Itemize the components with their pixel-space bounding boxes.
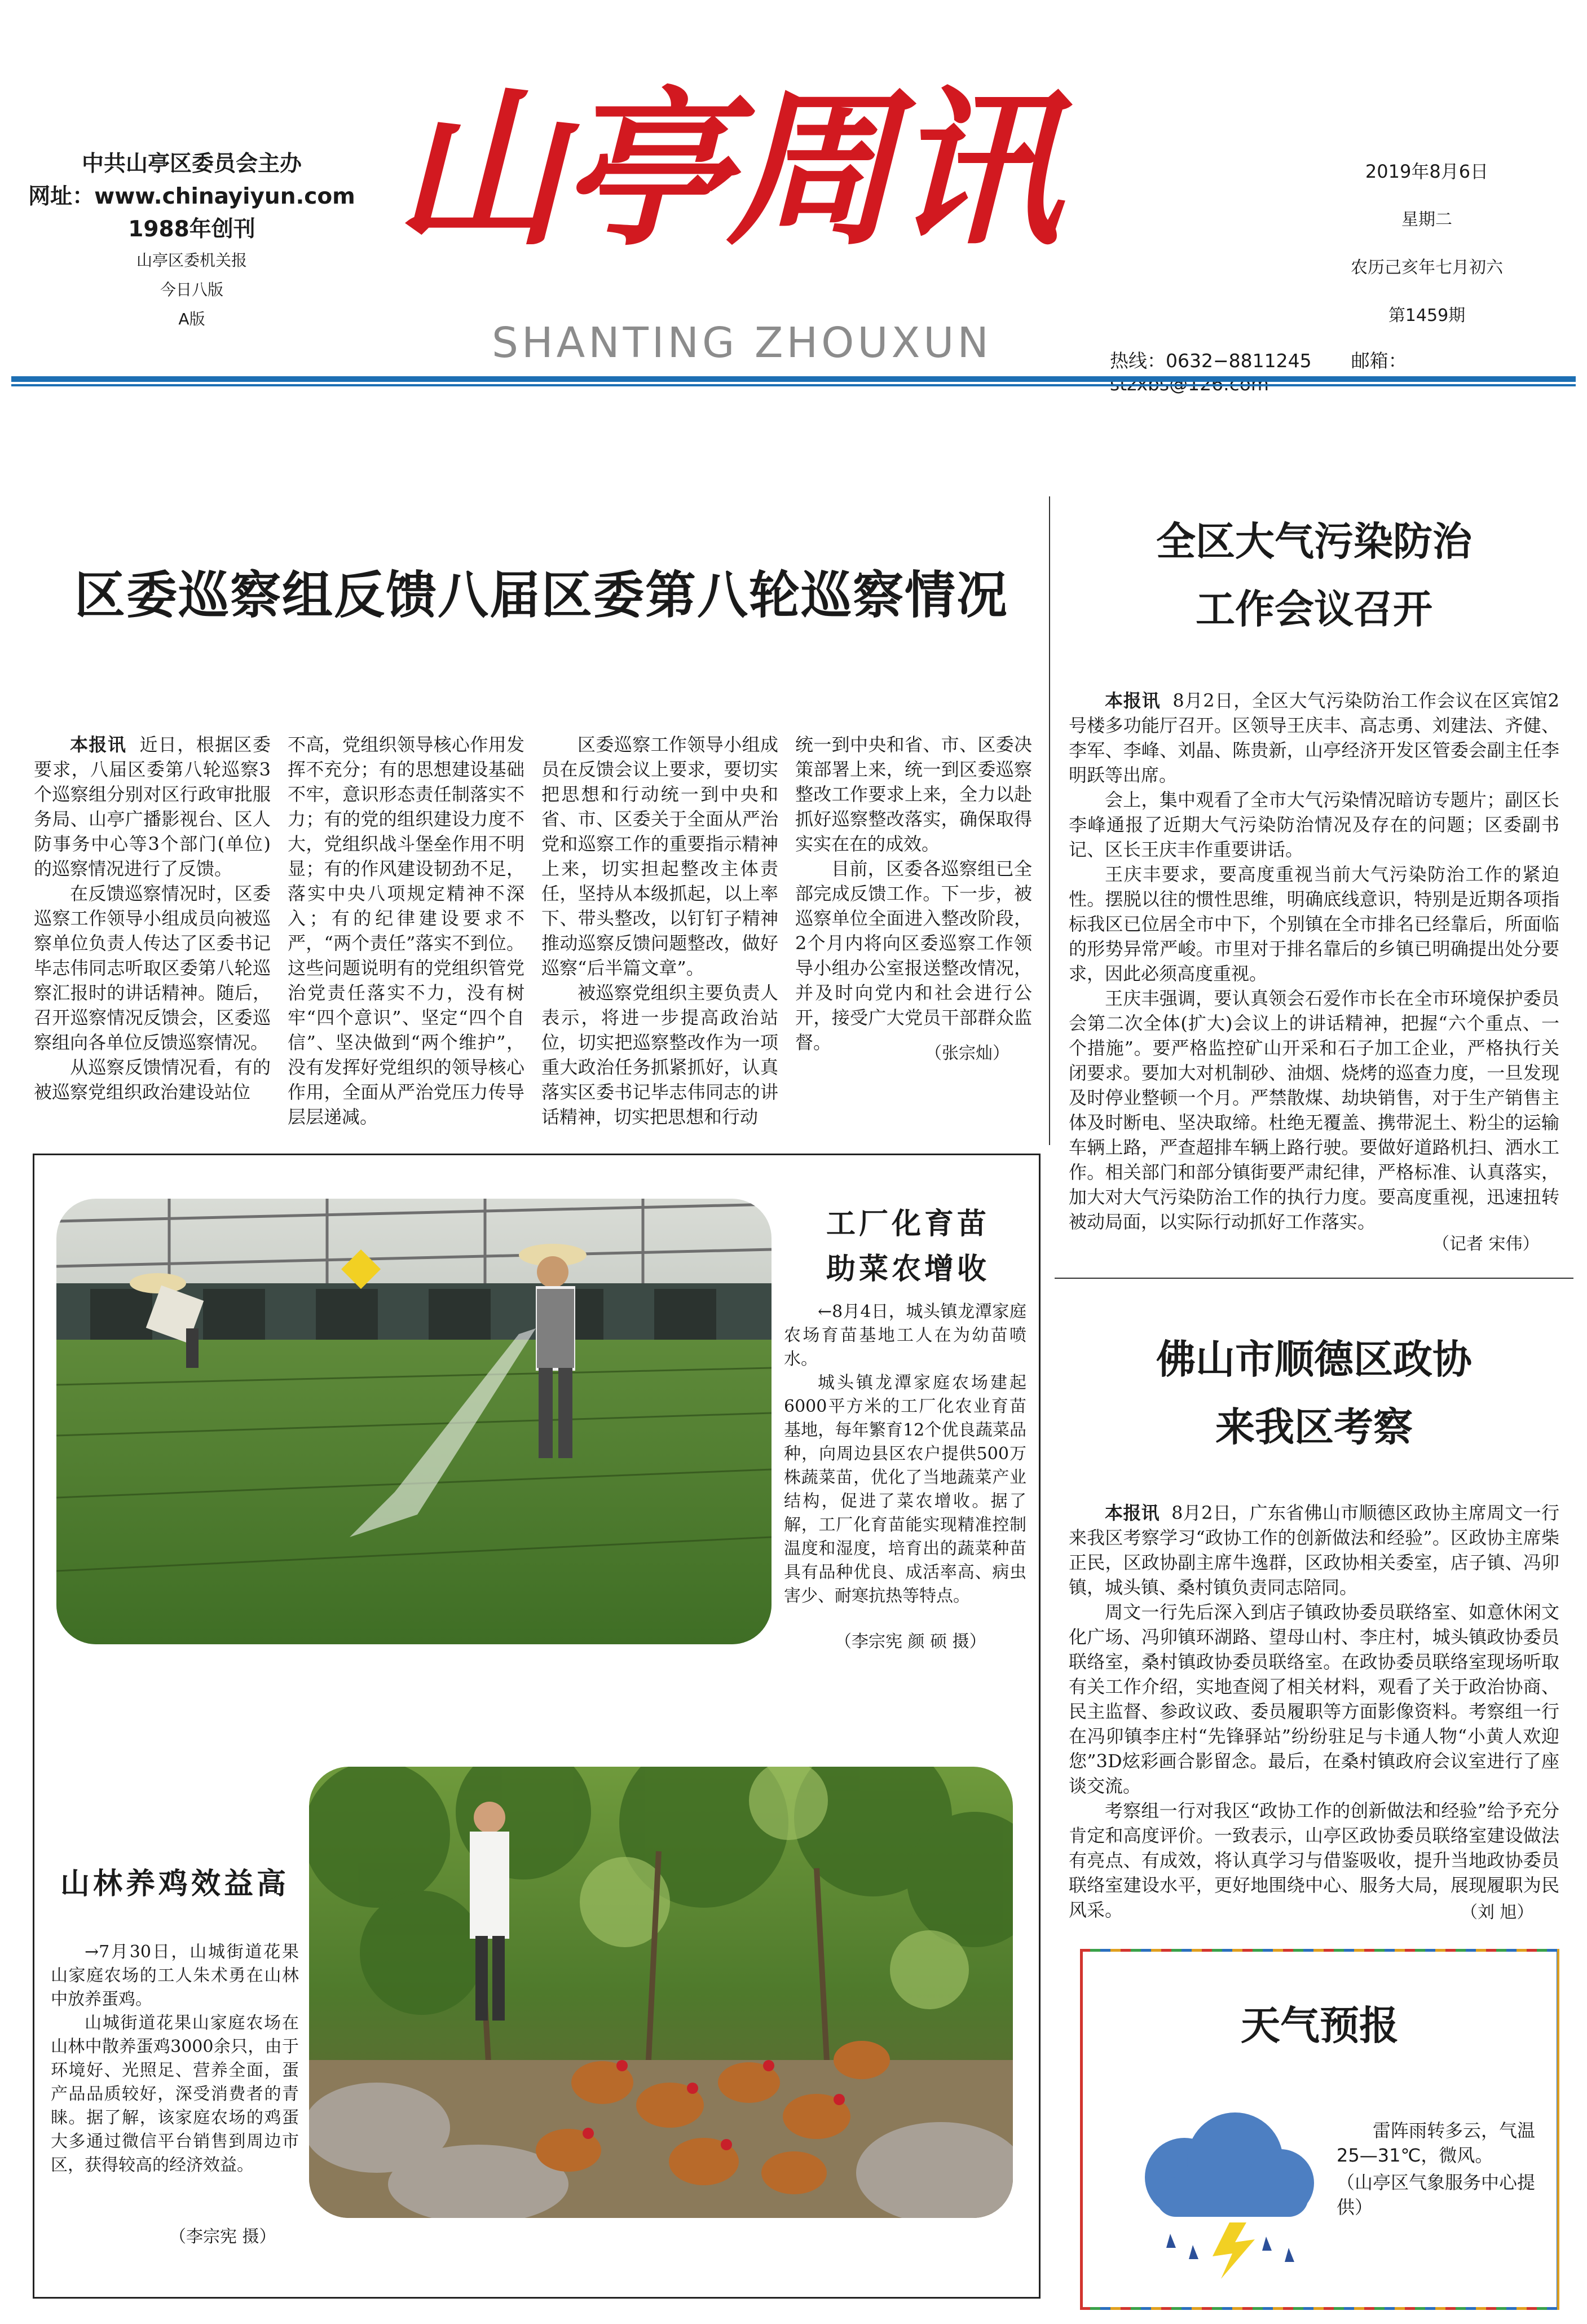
air-headline-1: 全区大气污染防治 [1156,518,1472,565]
foshan-byline: （刘 旭） [1461,1903,1534,1922]
forest-chicken-photo [309,1767,1013,2218]
thunderstorm-icon [1122,2110,1337,2279]
issue-lunar-date: 农历己亥年七月初六 [1351,258,1503,278]
greenhouse-illustration [56,1199,772,1644]
air-byline: （记者 宋伟） [1432,1234,1540,1254]
photo2-title-line: 山林养鸡效益高 [60,1867,289,1901]
foshan-paragraph: 8月2日，广东省佛山市顺德区政协主席周文一行来我区考察学习“政协工作的创新做法和经验”。区政协主席柴正民，区政协副主席牛逸群，区政协相关委室，店子镇、冯卯镇，城头镇、桑村镇负责同志陪同。 [1069,1502,1559,1598]
air-paragraph: 8月2日，全区大气污染防治工作会议在区宾馆2号楼多功能厅召开。区领导王庆丰、高志勇、刘建法、齐健、李军、李峰、刘晶、陈贵新，山亭经济开发区管委会副主任李明跃等出席。 [1069,690,1559,786]
photo1-title-line-1: 工厂化育苗 [826,1207,990,1241]
foshan-paragraph: 考察组一行对我区“政协工作的创新做法和经验”给予充分肯定和高度评价。一致表示，山亭区政协委员联络室建设做法有亮点、有成效，将认真学习与借鉴吸收，提升当地政协委员联络室建设水平，更好地围绕中心、服务大局，展现履职为民风采。 [1069,1800,1559,1921]
lead-headline: 区委巡察组反馈八届区委第八轮巡察情况 [74,565,1008,625]
website-text[interactable]: 网址：www.chinayiyun.com [28,184,355,209]
photo2-credit: （李宗宪 摄） [169,2227,276,2247]
air-paragraph: 王庆丰强调，要认真领会石爱作市长在全市环境保护委员会第二次全体(扩大)会议上的讲话精神，把握“六个重点、一个措施”。要严格监控矿山开采和石子加工企业，严格执行关闭要求。要加大对机制砂、油烟、烧烤的巡查力度，一旦发现及时停业整顿一个月。严禁散煤、劫块销售，对于生产销售主体及时断电、坚决取缔。杜绝无覆盖、携带泥土、粉尘的运输车辆上路，严查超排车辆上路行驶。要做好道路机扫、洒水工作。相关部门和部分镇街要严肃纪律，严格标准、认真落实，加大对大气污染防治工作的执行力度。要高度重视，迅速扭转被动局面，以实际行动抓好工作落实。 [1069,988,1559,1233]
contact-line [1110,346,1587,395]
photo1-title-line-2: 助菜农增收 [826,1252,990,1286]
newspaper-logo-english: SHANTING ZHOUXUN [492,319,992,367]
section-divider [1055,1278,1573,1279]
edition-text: A版 [178,310,205,328]
lead-paragraph: 被巡察党组织主要负责人表示，将进一步提高政治站位，切实把巡察整改作为一项重大政治任务抓紧抓好，认真落实区委书记毕志伟同志的讲话精神，切实把思想和行动 [541,982,778,1128]
foshan-paragraph: 周文一行先后深入到店子镇政协委员联络室、如意休闲文化广场、冯卯镇环湖路、望母山村、李庄村，城头镇政协委员联络室，桑村镇政协委员联络室。在政协委员联络室现场听取有关工作介绍，实地查阅了相关材料，观看了关于政治协商、民主监督、参政议政、委员履职等方面影像资料。考察组一行在冯卯镇李庄村“先锋驿站”纷纷驻足与卡通人物“小黄人欢迎您”3D炫彩画合影留念。最后，在桑村镇政府会议室进行了座谈交流。 [1069,1601,1559,1797]
foshan-headline-2: 来我区考察 [1215,1403,1413,1450]
lead-tag: 本报讯 [70,734,127,755]
air-article [1069,688,1559,1234]
photo2-caption-paragraph: 山城街道花果山家庭农场在山林中散养蛋鸡3000余只，由于环境好、光照足、营养全面，蛋产品品质较好，深受消费者的青睐。据了解，该家庭农场的鸡蛋大多通过微信平台销售到周边市区，获得较高的经济效益。 [51,2013,299,2175]
lead-paragraph: 目前，区委各巡察组已全部完成反馈工作。下一步，被巡察单位全面进入整改阶段，2个月内将向区委巡察工作领导小组办公室报送整改情况，并及时向党内和社会进行公开，接受广大党员干部群众监督。 [795,858,1032,1053]
hotline-text: 热线：0632−8811245 [1110,350,1312,372]
greenhouse-photo [56,1199,772,1644]
foshan-headline-1: 佛山市顺德区政协 [1156,1336,1472,1383]
air-paragraph: 会上，集中观看了全市大气污染情况暗访专题片；副区长李峰通报了近期大气污染防治情况及存在的问题；区委副书记、区长王庆丰作重要讲话。 [1069,789,1559,860]
pages-text: 今日八版 [160,280,223,299]
photo1-title [790,1201,1026,1292]
weather-title: 天气预报 [1241,2002,1399,2049]
lead-paragraph: 近日，根据区委要求，八届区委第八轮巡察3个巡察组分别对区行政审批服务局、山亭广播影视台、区人防事务中心等3个部门(单位)的巡察情况进行了反馈。 [34,734,271,879]
photo2-title [42,1861,307,1907]
newspaper-logo: 山亭周讯 [395,69,1058,269]
issue-date: 2019年8月6日 [1365,161,1489,182]
photo1-caption [784,1300,1026,1608]
masthead-rule-thin [11,384,1576,386]
masthead-left-info [23,148,361,334]
photo2-caption-paragraph: →7月30日，山城街道花果山家庭农场的工人朱术勇在山林中放养蛋鸡。 [51,1942,299,2009]
air-headline-2: 工作会议召开 [1196,586,1432,632]
email-text[interactable]: 邮箱： [1351,350,1407,372]
lead-column-2 [288,732,524,1129]
issue-weekday: 星期二 [1401,210,1452,230]
photo1-caption-paragraph: 城头镇龙潭家庭农场建起6000平方米的工厂化农业育苗基地，每年繁育12个优良蔬菜品种，向周边县区农户提供500万株蔬菜苗，优化了当地蔬菜产业结构，促进了菜农增收。据了解，工厂化育苗能实现精准控制温度和湿度，培育出的蔬菜种苗具有品种优良、成活率高、病虫害少、耐寒抗热等特点。 [784,1373,1026,1606]
organ-text: 山亭区委机关报 [136,251,247,270]
lead-byline: （张宗灿） [925,1044,1009,1063]
foshan-lead-tag: 本报讯 [1105,1502,1160,1524]
lead-column-3 [541,732,778,1129]
weather-source: （山亭区气象服务中心提供） [1337,2172,1536,2218]
forest-chicken-illustration [309,1767,1013,2218]
foshan-article [1069,1500,1559,1922]
air-lead-tag: 本报讯 [1105,690,1161,711]
lead-paragraph: 统一到中央和省、市、区委决策部署上来，统一到区委巡察整改工作要求上来，全力以赴抓好巡察整改落实，确保取得实实在在的成效。 [795,734,1032,855]
masthead-rule-thick [11,376,1576,382]
lead-column-1 [34,732,271,1104]
lead-paragraph: 在反馈巡察情况时，区委巡察工作领导小组成员向被巡察单位负责人传达了区委书记毕志伟同志听取区委第八轮巡察汇报时的讲话精神。随后，召开巡察情况反馈会，区委巡察组向各单位反馈巡察情况。 [34,883,271,1053]
lead-paragraph: 不高，党组织领导核心作用发挥不充分；有的思想建设基础不牢，意识形态责任制落实不力；有的党的组织建设力度不大，党组织战斗堡垒作用不明显；有的作风建设韧劲不足，落实中央八项规定精神不深入；有的纪律建设要求不严，“两个责任”落实不到位。这些问题说明有的党组织管党治党责任落实不力，没有树牢“四个意识”、坚定“四个自信”、坚决做到“两个维护”，没有发挥好党组织的领导核心作用，全面从严治党压力传导层层递减。 [288,734,524,1128]
air-paragraph: 王庆丰要求，要高度重视当前大气污染防治工作的紧迫性。摆脱以往的惯性思维，明确底线意识，特别是近期各项指标我区已位居全市中下，个别镇在全市排名已经靠后，所面临的形势异常严峻。市里对于排名靠后的乡镇已明确提出处分要求，因此必须高度重视。 [1069,864,1559,984]
photo1-caption-paragraph: ←8月4日，城头镇龙潭家庭农场育苗基地工人在为幼苗喷水。 [784,1302,1026,1369]
lead-paragraph: 从巡察反馈情况看，有的被巡察党组织政治建设站位 [34,1057,271,1103]
sponsor-text: 中共山亭区委员会主办 [81,151,302,177]
photo2-caption [51,1940,299,2177]
lead-paragraph: 区委巡察工作领导小组成员在反馈会议上要求，要切实把思想和行动统一到中央和省、市、区委关于全面从严治党和巡察工作的重要指示精神上来，切实担起整改主体责任，坚持从本级抓起，以上率下、带头整改，以钉钉子精神推动巡察反馈问题整改，做好巡察“后半篇文章”。 [541,734,778,979]
lead-column-4 [795,732,1032,1055]
masthead-right-info [1314,148,1540,340]
issue-number: 第1459期 [1388,306,1466,325]
column-divider [1049,496,1050,1145]
photo1-credit: （李宗宪 颜 硕 摄） [835,1632,986,1652]
weather-forecast-text: 雷阵雨转多云，气温 25—31℃，微风。 [1337,2120,1536,2166]
founded-text: 1988年创刊 [128,217,255,242]
weather-forecast [1337,2118,1540,2220]
